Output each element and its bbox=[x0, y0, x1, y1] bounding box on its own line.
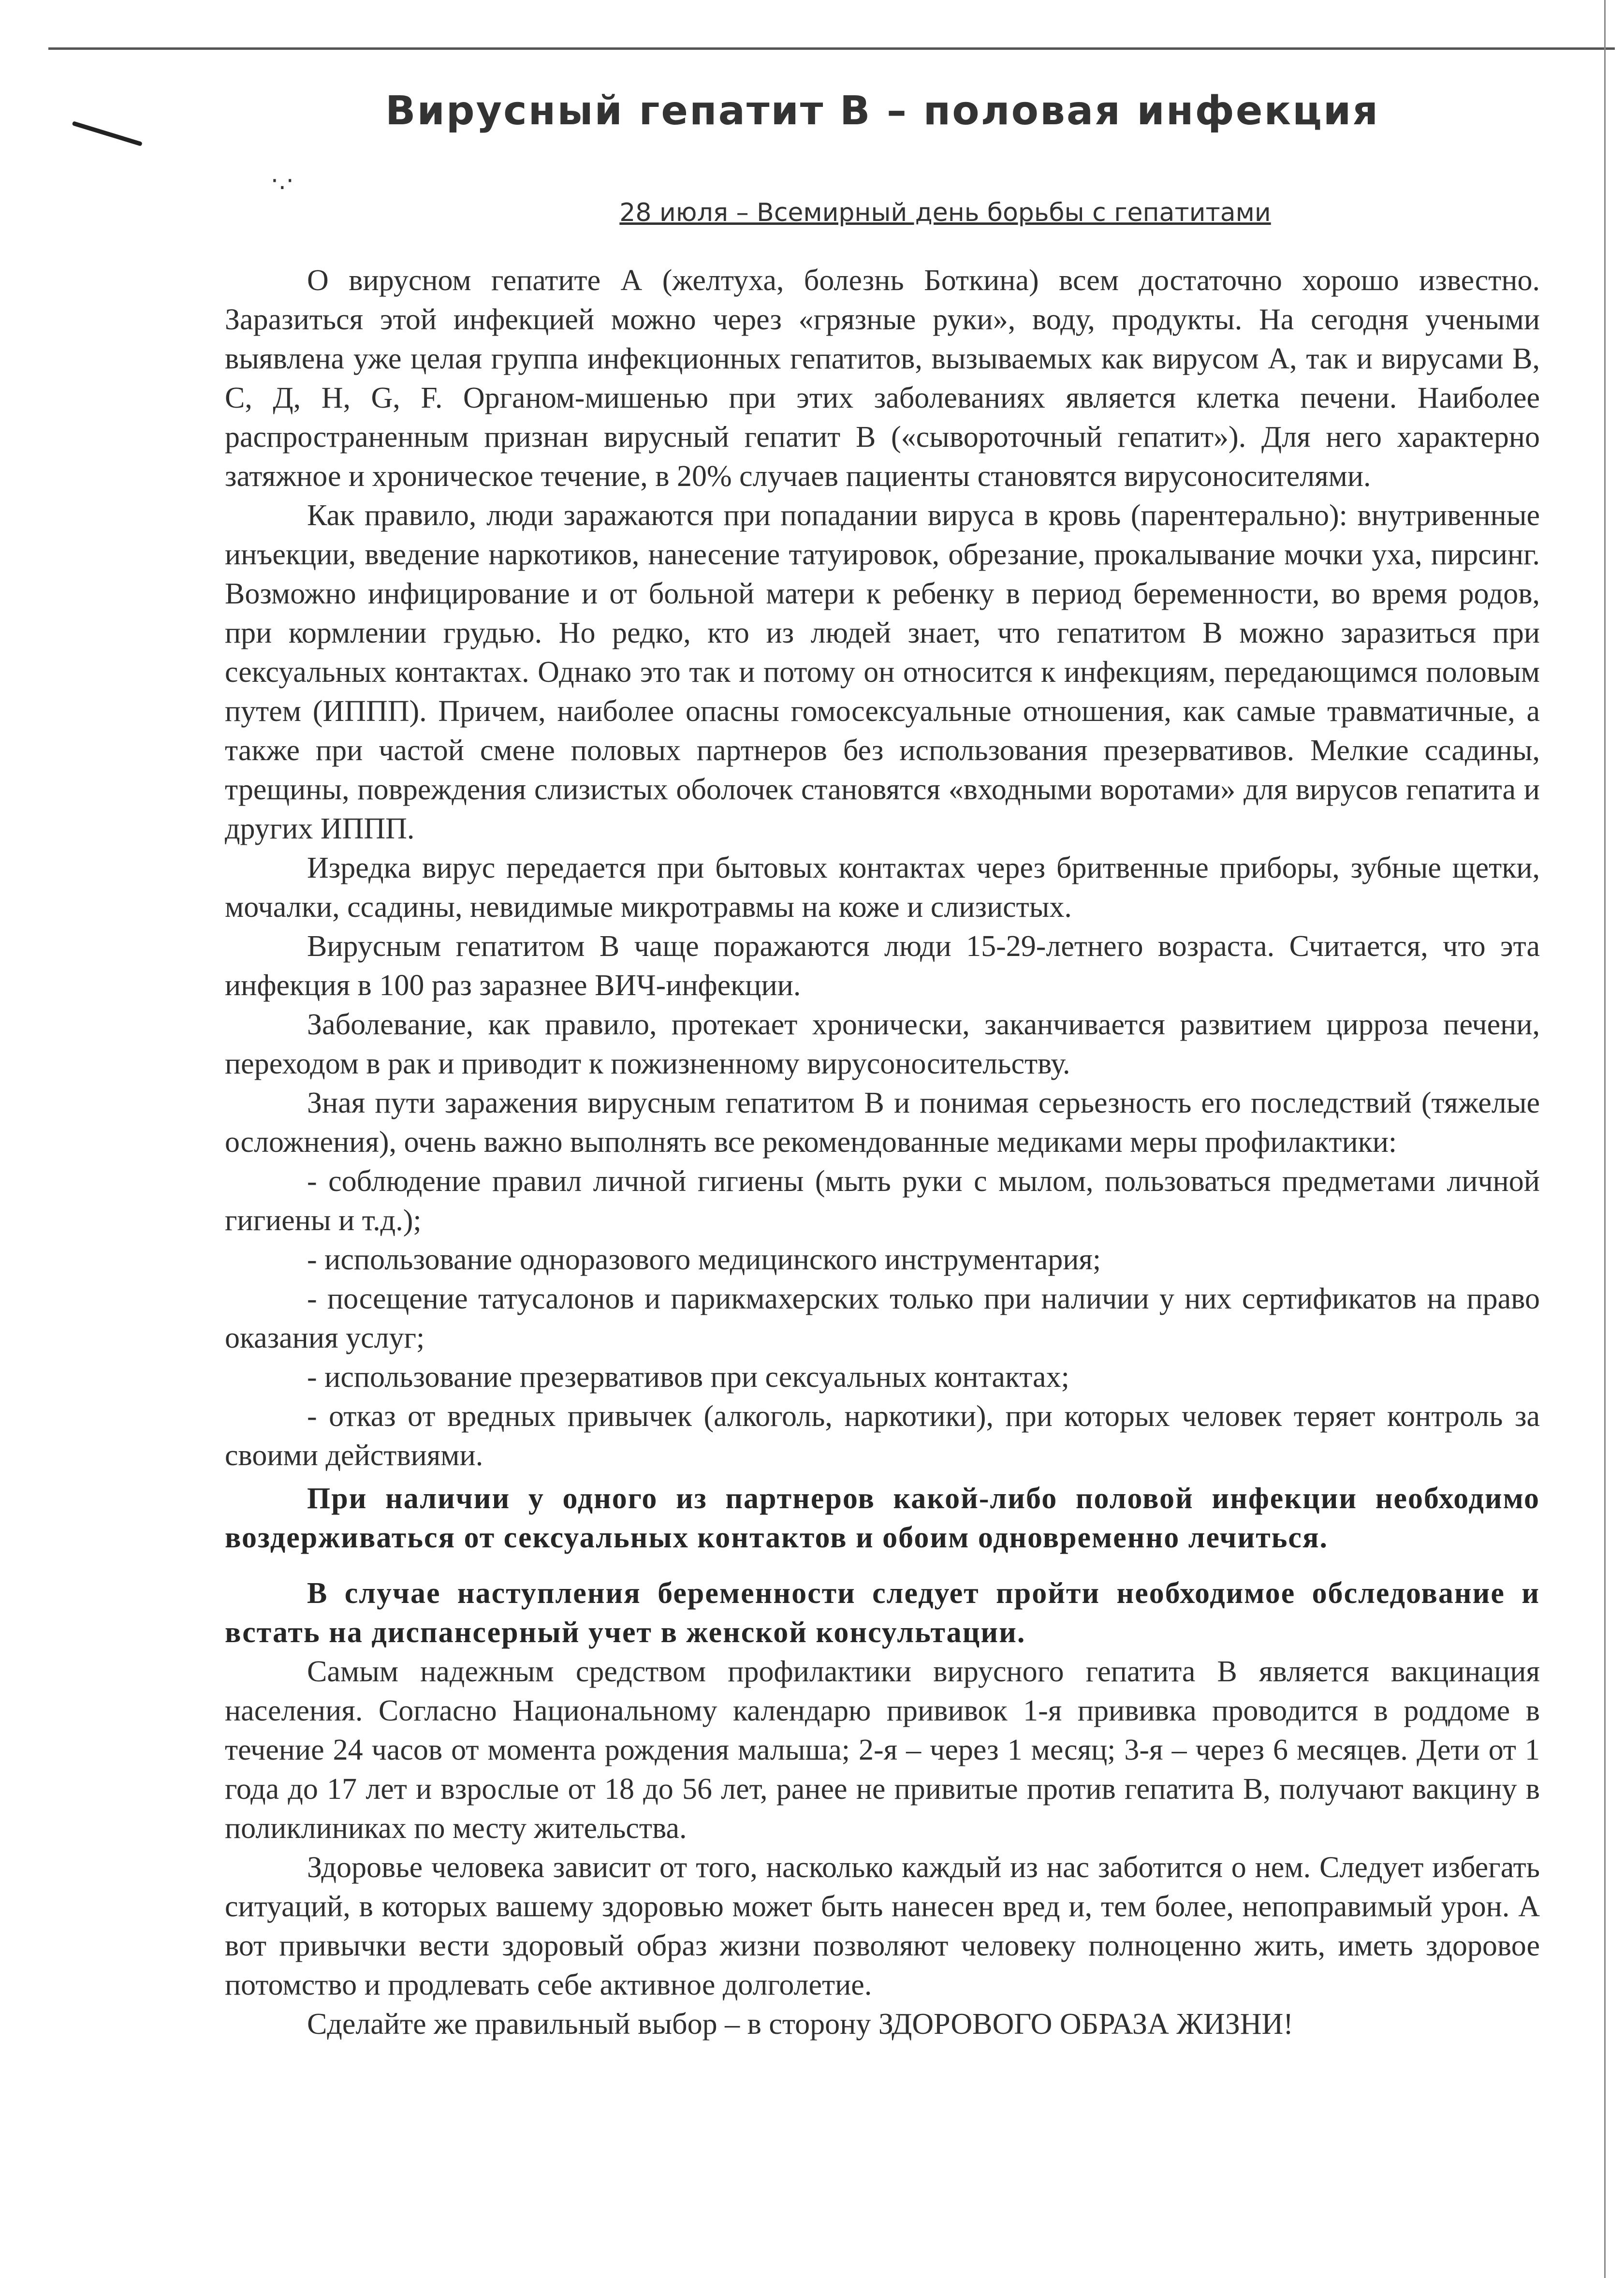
measure-item: - отказ от вредных привычек (алкоголь, наркотики), при которых человек теряет контроль за своими действиями. bbox=[225, 1400, 1540, 1472]
document-page bbox=[225, 82, 1540, 2044]
scan-pen-mark bbox=[72, 121, 143, 146]
paragraph-prevention-intro: Зная пути заражения вирусным гепатитом В и понимая серьезность его последствий (тяжелые осложнения), очень важно выполнять все рекомендованные медиками меры профилактики: bbox=[225, 1087, 1540, 1159]
document-subtitle: 28 июля – Всемирный день борьбы с гепатитами bbox=[619, 198, 1271, 227]
prevention-measures-list bbox=[225, 1162, 1540, 1475]
paragraph-disease-course: Заболевание, как правило, протекает хронически, заканчивается развитием цирроза печени, переходом в рак и приводит к пожизненному вирусоносительству. bbox=[225, 1008, 1540, 1080]
bold-paragraph-pregnancy: В случае наступления беременности следует пройти необходимое обследование и встать на диспансерный учет в женской консультации. bbox=[225, 1577, 1540, 1649]
scan-specks: ·.· bbox=[271, 167, 294, 195]
measure-item: - посещение татусалонов и парикмахерских только при наличии у них сертификатов на право оказания услуг; bbox=[225, 1282, 1540, 1354]
paragraph-closing-call: Сделайте же правильный выбор – в сторону ЗДОРОВОГО ОБРАЗА ЖИЗНИ! bbox=[307, 2008, 1293, 2041]
document-title: Вирусный гепатит В – половая инфекция bbox=[385, 88, 1380, 134]
paragraph-vaccination: Самым надежным средством профилактики вирусного гепатита В является вакцинация населения. Согласно Национальному календарю прививок 1-я прививка проводится в роддоме в течение 24 часов от момента рождения малыша; 2-я – через 1 месяц; 3-я – через 6 месяцев. Дети от 1 года до 17 лет и взрослые от 18 до 56 лет, ранее не привитые против гепатита В, получают вакцину в поликлиниках по месту жительства. bbox=[225, 1655, 1540, 1845]
measure-item: - соблюдение правил личной гигиены (мыть руки с мылом, пользоваться предметами личной гигиены и т.д.); bbox=[225, 1165, 1540, 1237]
paragraph-healthy-lifestyle: Здоровье человека зависит от того, насколько каждый из нас заботится о нем. Следует избегать ситуаций, в которых вашему здоровью может быть нанесен вред и, тем более, непоправимый урон. А вот привычки вести здоровый образ жизни позволяют человеку полноценно жить, иметь здоровое потомство и продлевать себе активное долголетие. bbox=[225, 1851, 1540, 2001]
measure-item: - использование одноразового медицинского инструментария; bbox=[307, 1243, 1101, 1276]
bold-paragraph-partners: При наличии у одного из партнеров какой-либо половой инфекции необходимо воздерживаться от сексуальных контактов и обоим одновременно лечиться. bbox=[225, 1482, 1540, 1554]
paragraph-transmission: Как правило, люди заражаются при попадании вируса в кровь (парентерально): внутривенные инъекции, введение наркотиков, нанесение татуировок, обрезание, прокалывание мочки уха, пирсинг. Возможно инфицирование и от больной матери к ребенку в период беременности, во время родов, при кормлении грудью. Но редко, кто из людей знает, что гепатитом В можно заразиться при сексуальных контактах. Однако это так и потому он относится к инфекциям, передающимся половым путем (ИППП). Причем, наиболее опасны гомосексуальные отношения, как самые травматичные, а также при частой смене половых партнеров без использования презервативов. Мелкие ссадины, трещины, повреждения слизистых оболочек становятся «входными воротами» для вирусов гепатита и других ИППП. bbox=[225, 499, 1540, 845]
measure-item: - использование презервативов при сексуальных контактах; bbox=[307, 1361, 1069, 1394]
paragraph-household-transmission: Изредка вирус передается при бытовых контактах через бритвенные приборы, зубные щетки, мочалки, ссадины, невидимые микротравмы на коже и слизистых. bbox=[225, 852, 1540, 924]
paragraph-age-risk: Вирусным гепатитом В чаще поражаются люди 15-29-летнего возраста. Считается, что эта инфекция в 100 раз заразнее ВИЧ-инфекции. bbox=[225, 930, 1540, 1002]
scan-page-edge bbox=[1604, 0, 1606, 2278]
paragraph-hepatitis-intro: О вирусном гепатите А (желтуха, болезнь Боткина) всем достаточно хорошо известно. Заразиться этой инфекцией можно через «грязные руки», воду, продукты. На сегодня учеными выявлена уже целая группа инфекционных гепатитов, вызываемых как вирусом А, так и вирусами В, С, Д, Н, G, F. Органом-мишенью при этих заболеваниях является клетка печени. Наиболее распространенным признан вирусный гепатит В («сывороточный гепатит»). Для него характерно затяжное и хроническое течение, в 20% случаев пациенты становятся вирусоносителями. bbox=[225, 264, 1540, 493]
scan-top-rule bbox=[48, 47, 1615, 50]
document-body bbox=[225, 261, 1540, 2044]
